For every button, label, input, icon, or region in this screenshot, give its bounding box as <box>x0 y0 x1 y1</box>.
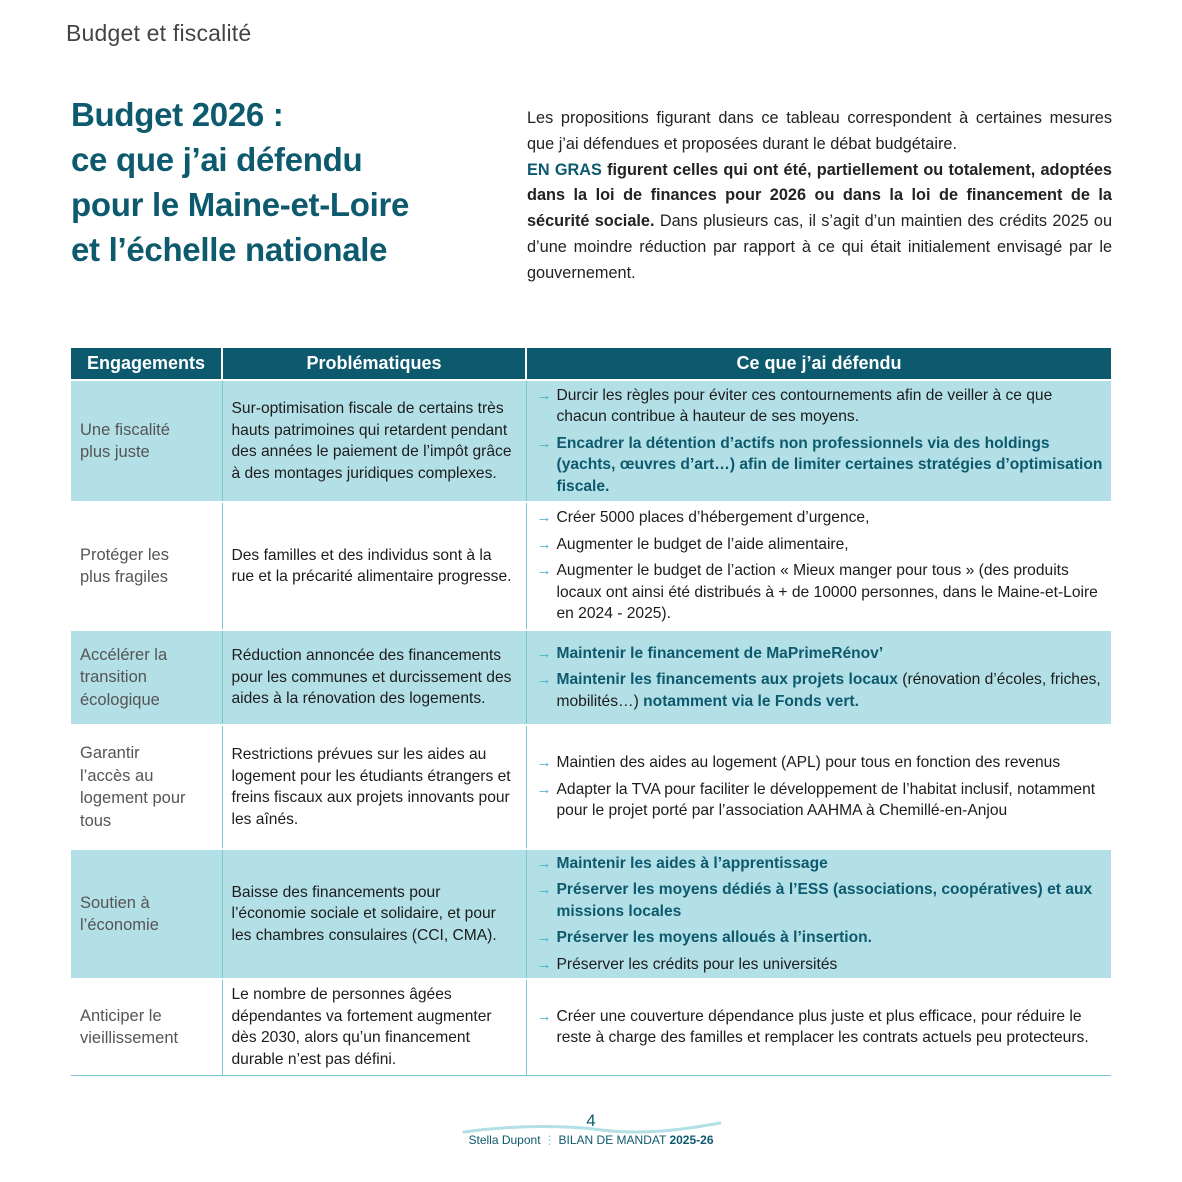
arrow-right-icon: → <box>536 535 552 553</box>
doc-label: BILAN DE MANDAT <box>558 1133 670 1147</box>
list-item: → Préserver les crédits pour les universités <box>535 954 1104 976</box>
title-line-3: pour le Maine-et-Loire <box>71 186 410 223</box>
defendu-list <box>535 752 1104 822</box>
list-item: → Préserver les moyens alloués à l’insertion. <box>535 927 1104 949</box>
list-item: → Maintenir les aides à l’apprentissage <box>535 853 1104 875</box>
separator: ⋮ <box>543 1133 556 1147</box>
defendu-list <box>535 1006 1104 1049</box>
engagement-cell: Anticiper le vieillissement <box>71 979 222 1075</box>
list-item: → Maintien des aides au logement (APL) pour tous en fonction des revenus <box>535 752 1104 774</box>
defendu-list <box>535 853 1104 976</box>
defendu-cell <box>526 979 1111 1075</box>
defendu-cell <box>526 502 1111 630</box>
list-item: → Augmenter le budget de l’action « Mieux manger pour tous » (des produits locaux ont ainsi été distribués à + de 10000 personnes, dans le Maine-et-Loire en 2024 - 2025). <box>536 562 1098 623</box>
table-row <box>71 849 1111 979</box>
problematique-cell: Réduction annoncée des financements pour les communes et durcissement des aides à la rénovation des logements. <box>222 630 526 725</box>
arrow-right-icon: → <box>536 881 552 899</box>
defendu-cell <box>526 849 1111 979</box>
list-item: → Maintenir le financement de MaPrimeRénov’ <box>535 643 1104 665</box>
engagement-cell: Soutien à l’économie <box>71 849 222 979</box>
engagements-table <box>71 348 1111 1076</box>
arrow-right-icon: → <box>536 780 552 798</box>
problematique-cell: Des familles et des individus sont à la rue et la précarité alimentaire progresse. <box>222 502 526 630</box>
arrow-right-icon: → <box>536 386 552 404</box>
table-row <box>71 630 1111 725</box>
page-footer <box>0 1112 1182 1147</box>
intro-paragraph <box>527 106 1112 287</box>
defendu-list <box>535 385 1104 498</box>
page-title <box>71 92 511 272</box>
list-item: → Adapter la TVA pour faciliter le développement de l’habitat inclusif, notamment pour le projet porté par l’association AAHMA à Chemillé-en-Anjou <box>536 780 1096 820</box>
intro-text-2: Dans plusieurs cas, il s’agit d’un maintien des crédits 2025 ou d’une moindre réduction par rapport à ce qui était initialement envisagé par le gouvernement. <box>527 212 1112 282</box>
intro-highlight: EN GRAS <box>527 160 602 179</box>
arrow-right-icon: → <box>536 509 552 527</box>
doc-year: 2025-26 <box>669 1133 714 1147</box>
defendu-list <box>535 643 1104 713</box>
list-item: → Augmenter le budget de l’aide alimentaire, <box>535 534 1104 556</box>
engagement-cell: Une fiscalité plus juste <box>71 380 222 502</box>
intro-text-1: Les propositions figurant dans ce tableau correspondent à certaines mesures que j’ai défendues et proposées durant le débat budgétaire. <box>527 109 1112 153</box>
table-row <box>71 979 1111 1075</box>
page-number: 4 <box>586 1111 596 1130</box>
arrow-right-icon: → <box>536 929 552 947</box>
defendu-cell <box>526 725 1111 849</box>
defendu-list <box>535 507 1104 625</box>
problematique-cell: Baisse des financements pour l’économie sociale et solidaire, et pour les chambres consulaires (CCI, CMA). <box>222 849 526 979</box>
defendu-cell <box>526 380 1111 502</box>
section-label: Budget et fiscalité <box>66 20 252 46</box>
list-item: → Créer une couverture dépendance plus juste et plus efficace, pour réduire le reste à charge des familles et remplacer les contrats actuels peu protecteurs. <box>536 1007 1089 1047</box>
header-defendu: Ce que j’ai défendu <box>526 348 1111 380</box>
title-line-1: Budget 2026 : <box>71 96 284 133</box>
engagement-cell: Protéger les plus fragiles <box>71 502 222 630</box>
author-name: Stella Dupont <box>468 1133 541 1147</box>
title-line-4: et l’échelle nationale <box>71 231 388 268</box>
list-item: → Maintenir les financements aux projets locaux (rénovation d’écoles, friches, mobilités…) notamment via le Fonds vert. <box>536 671 1101 710</box>
problematique-cell: Sur-optimisation fiscale de certains très hauts patrimoines qui retardent pendant des années le paiement de l’impôt grâce à des montages juridiques complexes. <box>222 380 526 502</box>
intro-bold: figurent celles qui ont été, partiellement ou totalement, adoptées dans la loi de finances pour 2026 ou dans la loi de financement de la sécurité sociale. <box>527 160 1112 231</box>
title-line-2: ce que j’ai défendu <box>71 141 363 178</box>
arrow-right-icon: → <box>536 434 552 452</box>
table-row <box>71 380 1111 502</box>
problematique-cell: Restrictions prévues sur les aides au logement pour les étudiants étrangers et freins fiscaux aux projets innovants pour les aînés. <box>222 725 526 849</box>
problematique-cell: Le nombre de personnes âgées dépendantes va fortement augmenter dès 2030, alors qu’un financement durable n’est pas défini. <box>222 979 526 1075</box>
arrow-right-icon: → <box>536 955 552 973</box>
arrow-right-icon: → <box>536 854 552 872</box>
engagement-cell: Garantir l’accès au logement pour tous <box>71 725 222 849</box>
list-item: → Durcir les règles pour éviter ces contournements afin de veiller à ce que chacun contribue à hauteur de ses moyens. <box>536 386 1053 426</box>
engagement-cell: Accélérer la transition écologique <box>71 630 222 725</box>
arrow-right-icon: → <box>536 671 552 689</box>
arrow-right-icon: → <box>536 1007 552 1025</box>
arrow-right-icon: → <box>536 644 552 662</box>
arrow-right-icon: → <box>536 754 552 772</box>
list-item: → Préserver les moyens dédiés à l’ESS (associations, coopératives) et aux missions locales <box>536 881 1093 920</box>
table-row <box>71 502 1111 630</box>
table-header-row <box>71 348 1111 380</box>
list-item: → Créer 5000 places d’hébergement d’urgence, <box>535 507 1104 529</box>
arrow-right-icon: → <box>536 562 552 580</box>
header-engagements: Engagements <box>71 348 222 380</box>
defendu-cell <box>526 630 1111 725</box>
list-item: → Encadrer la détention d’actifs non professionnels via des holdings (yachts, œuvres d’art…) afin de limiter certaines stratégies d’optimisation fiscale. <box>536 434 1103 495</box>
header-problematiques: Problématiques <box>222 348 526 380</box>
footer-line <box>0 1133 1182 1147</box>
table-row <box>71 725 1111 849</box>
